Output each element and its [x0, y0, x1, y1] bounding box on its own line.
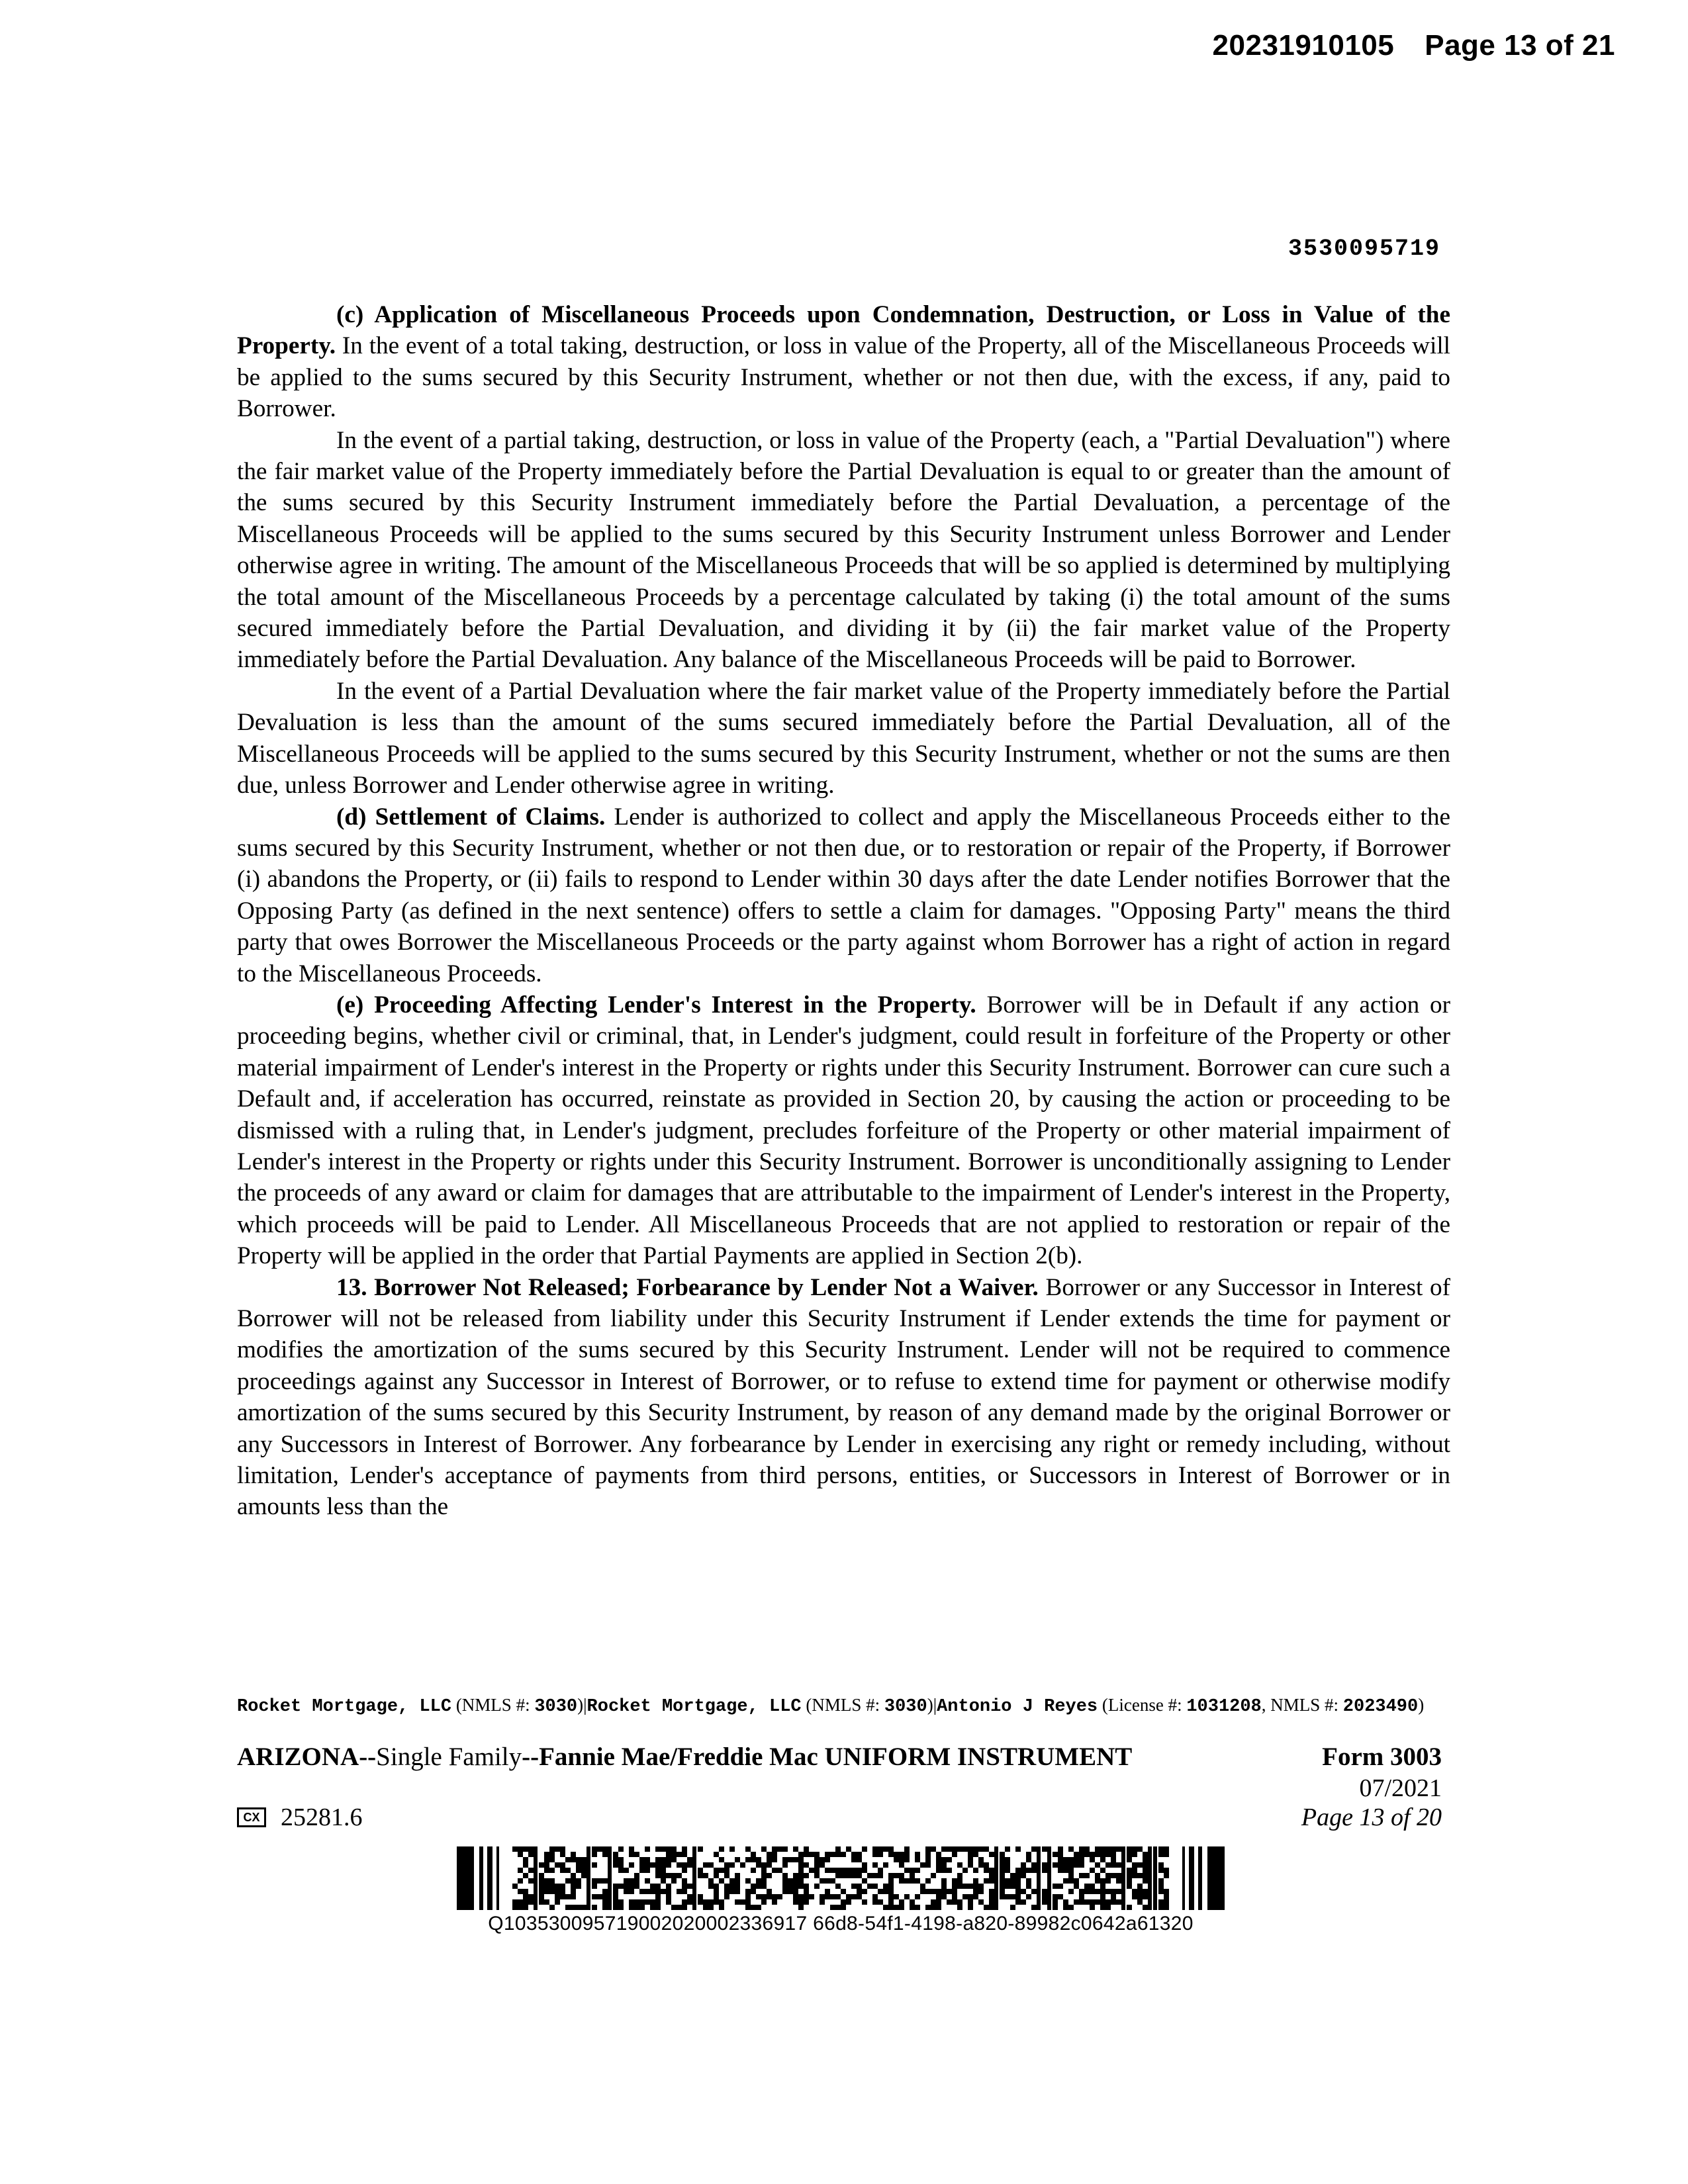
document-body: [237, 299, 1450, 1523]
paragraph-heading: (e) Proceeding Affecting Lender's Interest in the Property.: [336, 991, 976, 1019]
recording-document-number: 20231910105: [1212, 29, 1395, 62]
form-state: ARIZONA: [237, 1743, 359, 1771]
paragraph-12d: [237, 801, 1450, 989]
text-fragment: ): [1418, 1695, 1425, 1715]
paragraph-partial-devaluation: [237, 425, 1450, 676]
nmls-label: , NMLS #:: [1261, 1695, 1343, 1715]
barcode-icon: [457, 1846, 1225, 1910]
form-instrument: --Fannie Mae/Freddie Mac UNIFORM INSTRUMENT: [522, 1743, 1133, 1771]
paragraph-heading: (c) Application of Miscellaneous Proceeds upon Condemnation, Destruction, or Loss in Value of the Property.: [237, 301, 1450, 360]
paragraph-text: In the event of a Partial Devaluation where the fair market value of the Property immediately before the Partial Devaluation is less than the amount of the sums secured immediately before the Partial Devaluation, all of the Miscellaneous Proceeds will be applied to the sums secured by this Security Instrument, whether or not the sums are then due, unless Borrower and Lender otherwise agree in writing.: [237, 677, 1450, 799]
originator-line: [237, 1694, 1450, 1718]
loan-officer-nmls: 2023490: [1342, 1697, 1419, 1717]
paragraph-text: In the event of a partial taking, destruction, or loss in value of the Property (each, a "Partial Devaluation") where the fair market value of the Property immediately before the Partial Devaluation is equal to or greater than the amount of the sums secured by this Security Instrument immediately before the Partial Devaluation, a percentage of the Miscellaneous Proceeds will be applied to the sums secured by this Security Instrument unless Borrower and Lender otherwise agree in writing. The amount of the Miscellaneous Proceeds that will be so applied is determined by multiplying the total amount of the Miscellaneous Proceeds by a percentage calculated by taking (i) the total amount of the sums secured immediately before the Partial Devaluation, and dividing it by (ii) the fair market value of the Property immediately before the Partial Devaluation. Any balance of the Miscellaneous Proceeds will be paid to Borrower.: [237, 426, 1450, 674]
separator: |: [933, 1695, 937, 1715]
loan-number: 3530095719: [1288, 236, 1440, 262]
page-count: Page 13 of 20: [1301, 1803, 1442, 1831]
loan-officer-name: Antonio J Reyes: [937, 1697, 1098, 1717]
paragraph-12e: [237, 989, 1450, 1272]
form-date: 07/2021: [1359, 1774, 1442, 1802]
originator-nmls: 3030: [884, 1697, 927, 1717]
recording-stamp: [1213, 29, 1615, 62]
form-family: Single Family: [376, 1743, 522, 1771]
paragraph-text: Borrower or any Successor in Interest of Borrower will not be released from liability under this Security Instrument if Lender extends the time for payment or modifies the amortization of the sums secured by this Security Instrument. Lender will not be required to commence proceedings against any Successor in Interest of Borrower, or to refuse to extend time for payment or otherwise modify amortization of the sums secured by this Security Instrument, by reason of any demand made by the original Borrower or any Successors in Interest of Borrower. Any forbearance by Lender in exercising any right or remedy including, without limitation, Lender's acceptance of payments from third persons, entities, or Successors in Interest of Borrower or in amounts less than the: [237, 1273, 1450, 1521]
paragraph-12c: [237, 299, 1450, 425]
originator-company: Rocket Mortgage, LLC: [237, 1697, 452, 1717]
text-fragment: ): [927, 1695, 933, 1715]
paragraph-text: In the event of a total taking, destruction, or loss in value of the Property, all of the Miscellaneous Proceeds will be applied to the sums secured by this Security Instrument, whether or not then due, with the excess, if any, paid to Borrower.: [237, 332, 1450, 423]
document-code: [237, 1803, 363, 1832]
document-code-number: 25281.6: [281, 1803, 363, 1831]
form-number: Form 3003: [1322, 1743, 1442, 1771]
paragraph-13: [237, 1272, 1450, 1523]
originator-company: Rocket Mortgage, LLC: [586, 1697, 802, 1717]
nmls-label: (NMLS #:: [451, 1695, 535, 1715]
barcode-text: Q103530095719002020002336917 66d8-54f1-4198-a820-89982c0642a61320: [488, 1913, 1194, 1934]
form-title: [237, 1742, 1132, 1772]
nmls-label: (NMLS #:: [801, 1695, 884, 1715]
recording-page-label: Page 13 of 21: [1425, 29, 1615, 62]
license-label: (License #:: [1098, 1695, 1187, 1715]
loan-officer-license: 1031208: [1186, 1697, 1262, 1717]
paragraph-heading: (d) Settlement of Claims.: [336, 803, 606, 831]
paragraph-text: Borrower will be in Default if any action or proceeding begins, whether civil or criminal, that, in Lender's judgment, could result in forfeiture of the Property or other material impairment of Lender's interest in the Property or rights under this Security Instrument. Borrower can cure such a Default and, if acceleration has occurred, reinstate as provided in Section 20, by causing the action or proceeding to be dismissed with a ruling that, in Lender's judgment, precludes forfeiture of the Property or other material impairment of Lender's interest in the Property or rights under this Security Instrument. Borrower is unconditionally assigning to Lender the proceeds of any award or claim for damages that are attributable to the impairment of Lender's interest in the Property, which proceeds will be paid to Lender. All Miscellaneous Proceeds that are not applied to restoration or repair of the Property will be applied in the order that Partial Payments are applied in Section 2(b).: [237, 991, 1450, 1270]
originator-nmls: 3030: [534, 1697, 578, 1717]
cx-logo-icon: CX: [237, 1807, 266, 1827]
text-fragment: --: [359, 1743, 377, 1771]
paragraph-text: Lender is authorized to collect and apply the Miscellaneous Proceeds either to the sums secured by this Security Instrument, whether or not then due, or to restoration or repair of the Property, if Borrower (i) abandons the Property, or (ii) fails to respond to Lender within 30 days after the date Lender notifies Borrower that the Opposing Party (as defined in the next sentence) offers to settle a claim for damages. "Opposing Party" means the third party that owes Borrower the Miscellaneous Proceeds or the party against whom Borrower has a right of action in regard to the Miscellaneous Proceeds.: [237, 803, 1450, 987]
paragraph-partial-devaluation-less: [237, 676, 1450, 801]
text-fragment: ): [577, 1695, 584, 1715]
paragraph-heading: 13. Borrower Not Released; Forbearance by Lender Not a Waiver.: [336, 1273, 1039, 1301]
separator: |: [583, 1695, 587, 1715]
